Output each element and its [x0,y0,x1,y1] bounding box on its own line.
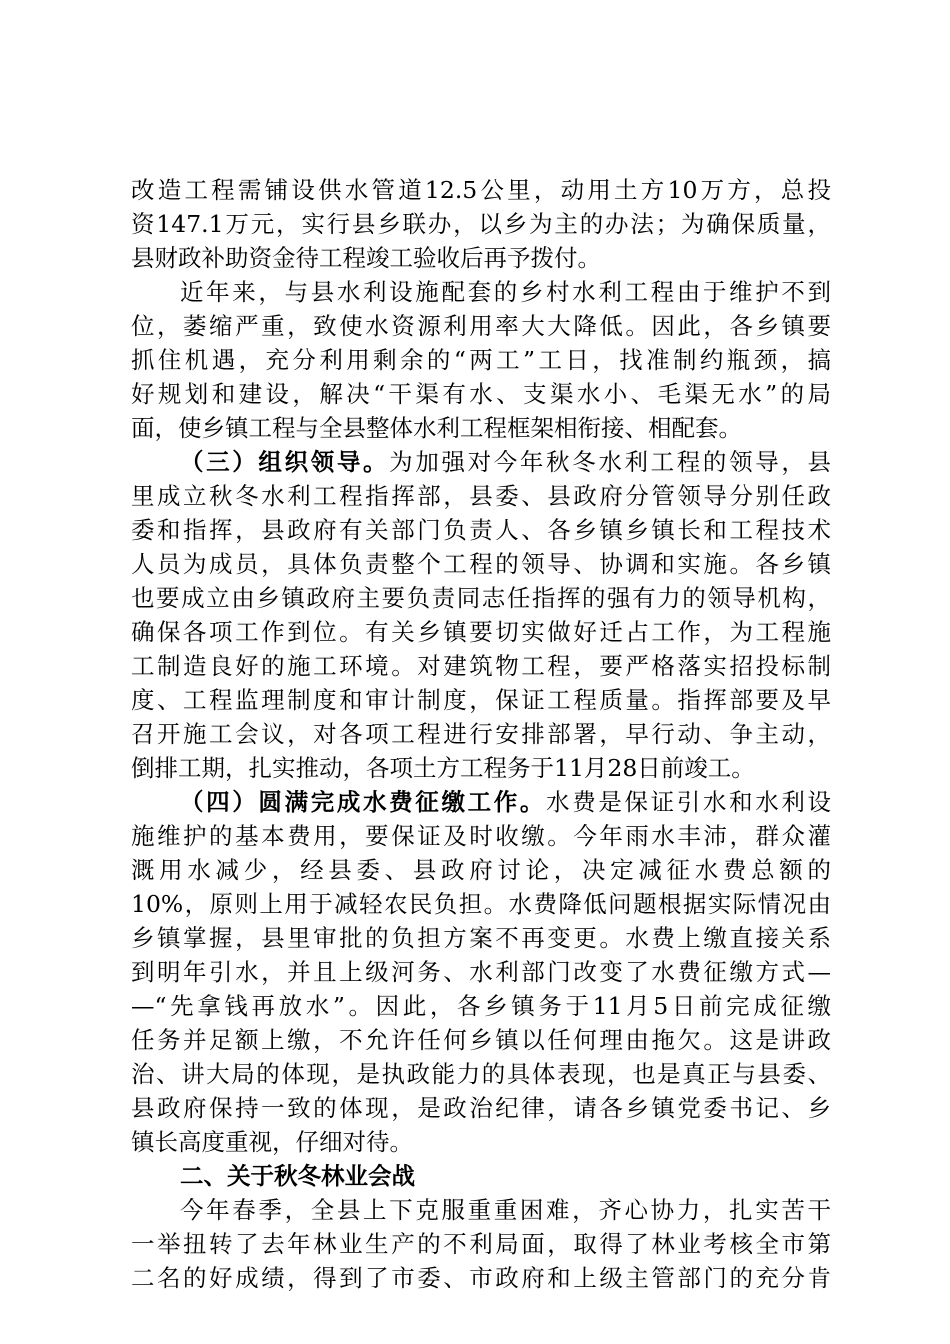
text-run: 水费是保证引水和水利设 [546,788,832,816]
text-line: 面，使乡镇工程与全县整体水利工程框架相衔接、相配套。 [131,414,742,442]
text-line: 10%，原则上用于减轻农民负担。水费降低问题根据实际情况由 [131,890,831,918]
text-line: 人员为成员，具体负责整个工程的领导、协调和实施。各乡镇 [131,550,831,578]
text-line: 委和指挥，县政府有关部门负责人、各乡镇乡镇长和工程技术 [131,516,831,544]
section-heading-line [180,445,831,479]
text-line: 一举扭转了去年林业生产的不利局面，取得了林业考核全市第 [131,1230,831,1258]
text-line: 溉用水减少，经县委、县政府讨论，决定减征水费总额的 [131,856,831,884]
text-line: 任务并足额上缴，不允许任何乡镇以任何理由拖欠。这是讲政 [131,1026,831,1054]
paragraph-first-line: 今年春季，全县上下克服重重困难，齐心协力，扎实苦干 [180,1196,831,1224]
text-line: 也要成立由乡镇政府主要负责同志任指挥的强有力的领导机构， [131,584,831,612]
text-line: 召开施工会议，对各项工程进行安排部署，早行动、争主动， [131,720,831,748]
paragraph-first-line: 近年来，与县水利设施配套的乡村水利工程由于维护不到 [180,278,831,306]
text-line: 到明年引水，并且上级河务、水利部门改变了水费征缴方式— [131,958,831,986]
section-heading: （四）圆满完成水费征缴工作。 [180,788,547,816]
chapter-heading-line [180,1159,831,1193]
text-line: 镇长高度重视，仔细对待。 [131,1128,413,1156]
text-line: 位，萎缩严重，致使水资源利用率大大降低。因此，各乡镇要 [131,312,831,340]
text-line: 工制造良好的施工环境。对建筑物工程，要严格落实招投标制 [131,652,831,680]
text-line: 二名的好成绩，得到了市委、市政府和上级主管部门的充分肯 [131,1264,831,1292]
text-line: 资147.1万元，实行县乡联办，以乡为主的办法；为确保质量， [131,210,831,238]
text-line: 倒排工期，扎实推动，各项土方工程务于11月28日前竣工。 [131,754,755,782]
text-line: 乡镇掌握，县里审批的负担方案不再变更。水费上缴直接关系 [131,924,831,952]
section-heading: （三）组织领导。 [180,448,390,476]
text-line: 施维护的基本费用，要保证及时收缴。今年雨水丰沛，群众灌 [131,822,831,850]
text-line: 改造工程需铺设供水管道12.5公里，动用土方10万方，总投 [131,176,831,204]
text-line: 度、工程监理制度和审计制度，保证工程质量。指挥部要及早 [131,686,831,714]
section-heading-line [180,785,831,819]
text-line: 县政府保持一致的体现，是政治纪律，请各乡镇党委书记、乡 [131,1094,831,1122]
text-line: 里成立秋冬水利工程指挥部，县委、县政府分管领导分别任政 [131,482,831,510]
text-line: 抓住机遇，充分利用剩余的“两工”工日，找准制约瓶颈，搞 [131,346,831,374]
text-line: 好规划和建设，解决“干渠有水、支渠水小、毛渠无水”的局 [131,380,831,408]
text-run: 为加强对今年秋冬水利工程的领导，县 [389,448,832,476]
text-line: —“先拿钱再放水”。因此，各乡镇务于11月5日前完成征缴 [131,992,831,1020]
text-line: 治、讲大局的体现，是执政能力的具体表现，也是真正与县委、 [131,1060,831,1088]
text-line: 县财政补助资金待工程竣工验收后再予拨付。 [131,244,601,272]
text-line: 确保各项工作到位。有关乡镇要切实做好迁占工作，为工程施 [131,618,831,646]
chapter-heading: 二、关于秋冬林业会战 [180,1162,415,1190]
